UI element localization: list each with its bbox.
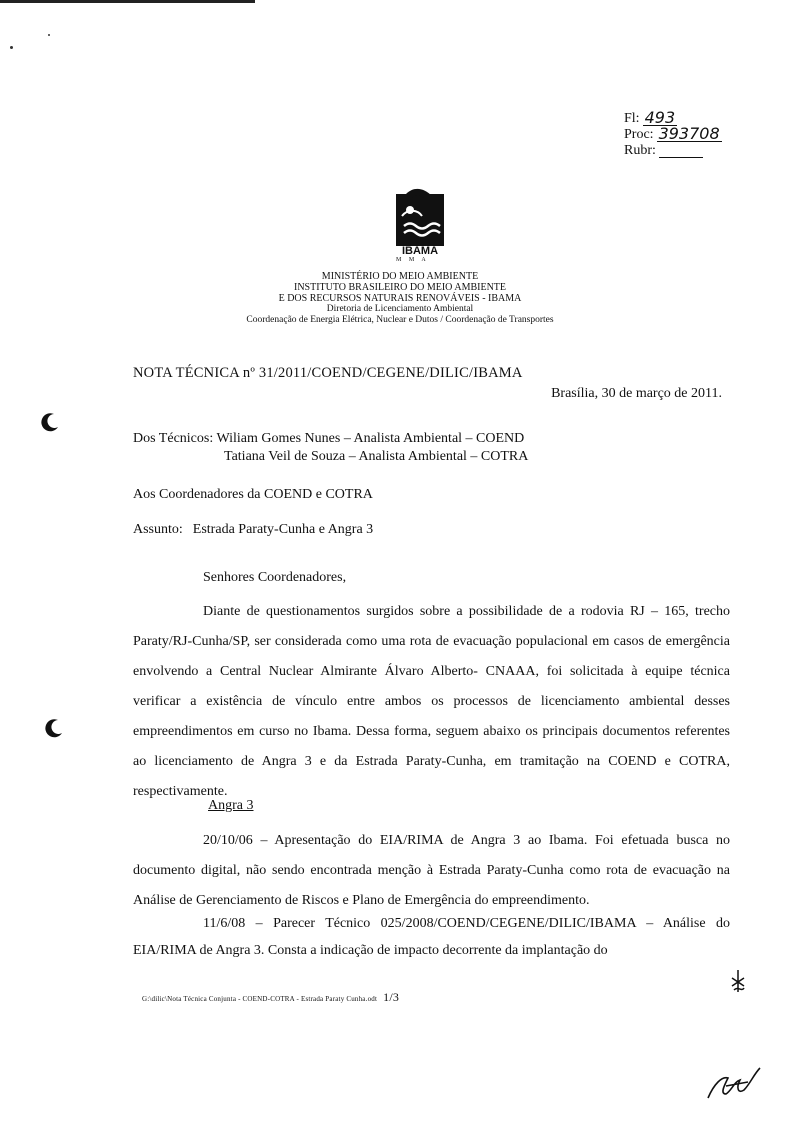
logo-text: IBAMA	[401, 245, 439, 256]
paragraph-text: Diante de questionamentos surgidos sobre a possibilidade de a rodovia RJ – 165, trecho Paraty/RJ-Cunha/SP, ser considerada como uma rota de evacuação populacional em casos de emergência envolvendo a Central Nuclear Almirante Álvaro Alberto- CNAAA, foi solicitada à equipe técnica verificar a existência de vínculo entre ambos os processos de licenciamento ambiental desses empreendimentos em curso no Ibama. Dessa forma, seguem abaixo os principais documentos referentes ao licenciamento de Angra 3 e da Estrada Paraty-Cunha, em tramitação na COEND e COTRA, respectivamente.	[133, 604, 730, 799]
scan-speck	[10, 46, 13, 49]
protocol-stamp	[624, 110, 722, 158]
paragraph-1	[133, 597, 730, 807]
fl-value: 493	[644, 108, 676, 127]
section-heading-angra3: Angra 3	[208, 798, 254, 813]
ibama-logo	[392, 186, 448, 256]
document-title: NOTA TÉCNICA nº 31/2011/COEND/CEGENE/DILIC/IBAMA	[133, 365, 523, 381]
proc-label: Proc:	[624, 127, 654, 142]
header-line: MINISTÉRIO DO MEIO AMBIENTE	[321, 271, 479, 282]
subject-value: Estrada Paraty-Cunha e Angra 3	[192, 522, 374, 537]
header-line: E DOS RECURSOS NATURAIS RENOVÁVEIS - IBAMA	[278, 293, 522, 304]
rubr-label: Rubr:	[624, 143, 656, 158]
salutation: Senhores Coordenadores,	[203, 570, 347, 585]
recipients: Aos Coordenadores da COEND e COTRA	[133, 487, 373, 502]
header-line: Diretoria de Licenciamento Ambiental	[326, 304, 474, 314]
binder-hole-mark	[44, 718, 64, 738]
header-line: INSTITUTO BRASILEIRO DO MEIO AMBIENTE	[293, 282, 507, 293]
institution-header	[180, 271, 620, 326]
page-footer	[142, 990, 399, 1005]
logo-subtitle: M M A	[396, 257, 429, 263]
rubr-signature	[659, 142, 703, 158]
subject-line	[133, 522, 373, 538]
paragraph-3	[133, 910, 730, 964]
fl-label: Fl:	[624, 111, 640, 126]
paragraph-2	[133, 826, 730, 916]
technician-line: Tatiana Veil de Souza – Analista Ambiental – COTRA	[224, 449, 529, 464]
document-date: Brasília, 30 de março de 2011.	[551, 386, 722, 401]
technician-line: Dos Técnicos: Wiliam Gomes Nunes – Analista Ambiental – COEND	[133, 431, 525, 446]
proc-value: 393708	[658, 124, 720, 143]
technicians-block	[133, 430, 528, 466]
initials-signature	[728, 968, 748, 994]
header-line: Coordenação de Energia Elétrica, Nuclear e Dutos / Coordenação de Transportes	[246, 315, 554, 325]
scan-speck	[48, 34, 50, 36]
top-scan-line	[0, 0, 255, 3]
paragraph-text: 11/6/08 – Parecer Técnico 025/2008/COEND/CEGENE/DILIC/IBAMA – Análise do EIA/RIMA de Angra 3. Consta a indicação de impacto decorrente da implantação do	[133, 916, 730, 958]
binder-hole-mark	[40, 412, 60, 432]
file-path: G:\dilic\Nota Técnica Conjunta - COEND-COTRA - Estrada Paraty Cunha.odt	[142, 995, 378, 1003]
paragraph-text: 20/10/06 – Apresentação do EIA/RIMA de Angra 3 ao Ibama. Foi efetuada busca no documento digital, não sendo encontrada menção à Estrada Paraty-Cunha como rota de evacuação na Análise de Gerenciamento de Riscos e Plano de Emergência do empreendimento.	[133, 833, 730, 908]
handwritten-signature	[704, 1064, 764, 1104]
subject-label: Assunto:	[133, 522, 183, 537]
page-number: 1/3	[383, 990, 400, 1004]
